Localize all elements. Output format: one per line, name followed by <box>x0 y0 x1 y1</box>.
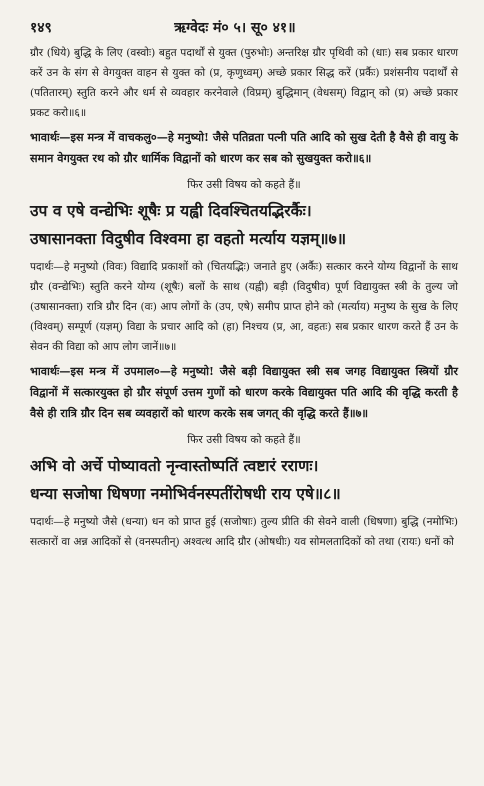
padartha-continued: ग्रौर (धिये) बुद्धि के लिए (वस्वोः) बहुत पदार्थों से युक्त (पुरुभोः) अन्तरिक्ष ग्रौर पृथिवी को (धाः) सब प्रकार धारण करें उन के संग से वेगयुक्त वाहन से युक्त को (प्र, कृणुध्वम्) अच्छे प्रकार सिद्ध करें (प्रर्कैः) प्रशंसनीय पदार्थों से (पतितारम्) स्तुति करने और धर्म से व्यवहार करनेवाले (विप्रम्) बुद्धिमान् (वेधसम्) विद्वान् को (प्र) अच्छे प्रकार प्रकट करो॥६॥ <box>30 47 458 119</box>
bhavartha-7: भावार्थः—इस मन्त्र में उपमाल०—हे मनुष्यो! जैसे बड़ी विद्यायुक्त स्त्री सब जगह विद्यायुक्त स्त्रियों ग्रौर विद्वानों में सत्कारयुक्त हो ग्रौर संपूर्ण उत्तम गुणों को धारण करके विद्यायुक्त पति आदि की वृद्धि करती है वैसे ही रात्रि ग्रौर दिन सब व्यवहारों को धारण करके सब जगत् की वृद्धि करते हैं॥७॥ <box>30 364 458 420</box>
section-intro-7: फिर उसी विषय को कहते हैं॥ <box>187 178 301 191</box>
page-number: १४९ <box>30 20 52 36</box>
padartha-8: पदार्थः—हे मनुष्यो जैसे (धन्या) धन को प्राप्त हुई (सजोषाः) तुल्य प्रीति की सेवने वाली (धिषणा) बुद्धि (नमोभिः) सत्कारों वा अन्न आदिकों से (वनस्पतीन्) अश्वत्थ आदि ग्रौर (ओषधीः) यव सोमलतादिकों को तथा (रायः) धनों को <box>30 516 458 548</box>
mantra-7-line-1: उप व एषे वन्द्येभिः शूषैः प्र यह्वी दिवश्चितयद्भिरर्कैः। <box>30 201 312 220</box>
running-title: ऋग्वेदः मं० ५। सू० ४१॥ <box>174 20 296 36</box>
padartha-7: पदार्थः—हे मनुष्यो (विवः) विद्यादि प्रकाशों को (चितयद्भिः) जनाते हुए (अर्कैः) सत्कार करने योग्य विद्वानों के साथ ग्रौर (वन्द्येभिः) स्तुति करने योग्य (शूषैः) बलों के साथ (यह्वी) बड़ी (विदुषीव) पूर्ण विद्यायुक्त स्त्री के तुल्य जो (उषासानक्ता) रात्रि ग्रौर दिन (वः) आप लोगों के (उप, एषे) समीप प्राप्त होने को (मर्त्याय) मनुष्य के सुख के लिए (विश्वम्) सम्पूर्ण (यज्ञम्) विद्या के प्रचार आदि को (हा) निश्चय (प्र, आ, वहतः) सब प्रकार धारण करते हैं उन के सेवन की विद्या को आप लोग जानें॥७॥ <box>30 261 458 353</box>
mantra-7-line-2: उषासानक्ता विदुषीव विश्वमा हा वहतो मर्त्याय यज्ञम्॥७॥ <box>30 229 347 248</box>
mantra-8-line-1: अभि वो अर्चे पोष्यावतो नृन्वास्तोष्पतिं त्वष्टारं रराणः। <box>30 456 319 475</box>
page-header <box>30 18 458 37</box>
bhavartha-6: भावार्थः—इस मन्त्र में वाचकलु०—हे मनुष्यो! जैसे पतिव्रता पत्नी पति आदि को सुख देती है वैसे ही वायु के समान वेगयुक्त रथ को ग्रौर धार्मिक विद्वानों को धारण कर सब को सुखयुक्त करो॥६॥ <box>30 130 458 165</box>
mantra-8-line-2: धन्या सजोषा धिषणा नमोभिर्वनस्पतींरोषधी राय एषे॥८॥ <box>30 484 341 503</box>
section-intro-8: फिर उसी विषय को कहते हैं॥ <box>187 433 301 446</box>
